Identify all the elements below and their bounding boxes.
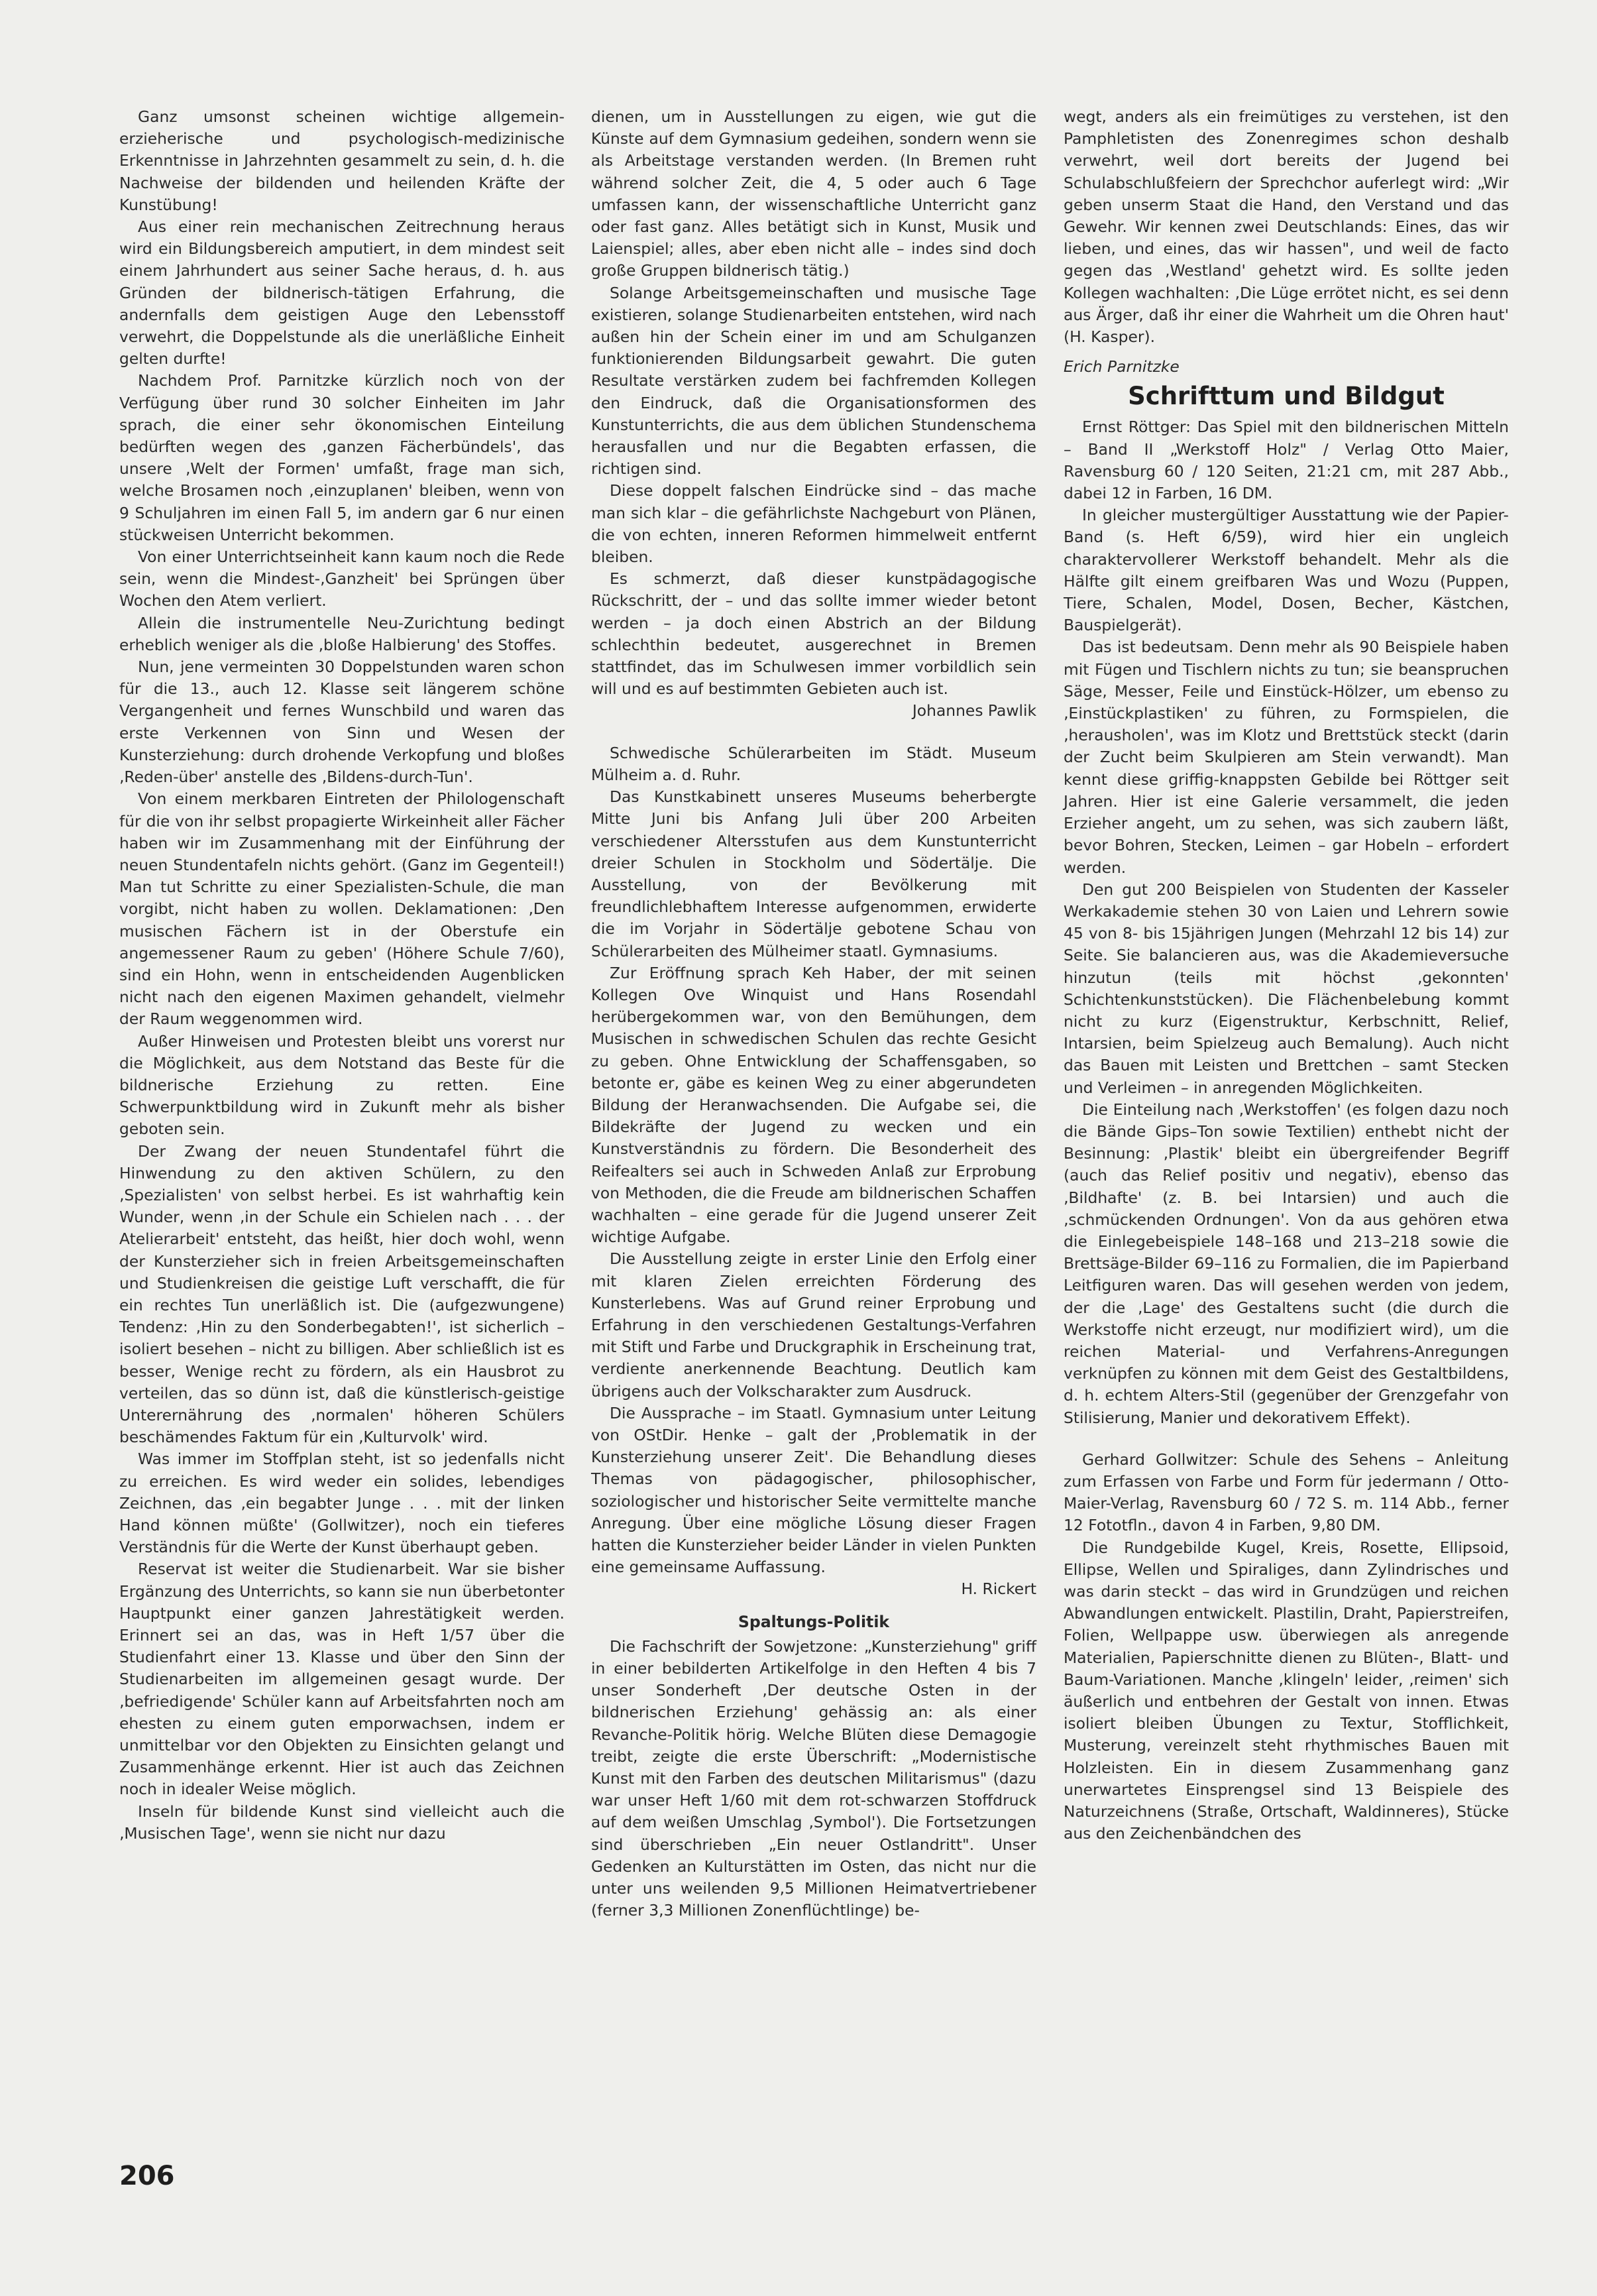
paragraph: Ganz umsonst scheinen wichtige allgemein-erzieherische und psychologisch-medizinische Erkenntnisse in Jahrzehnten gesammelt zu sein, d. h. die Nachweise der bildenden und heilenden Kräfte der Kunstübung! [119, 107, 565, 214]
author-signature: Johannes Pawlik [912, 701, 1036, 720]
paragraph: Allein die instrumentelle Neu-Zurichtung bedingt erheblich weniger als die ‚bloße Halbierung' des Stoffes. [119, 613, 565, 654]
paragraph: Das Kunstkabinett unseres Museums beherbergte Mitte Juni bis Anfang Juli über 200 Arbeiten verschiedener Altersstufen aus dem Kunstunterricht dreier Schulen in Stockholm und Södertälje. Die Ausstellung, von der Bevölkerung mit freundlichlebhaftem Interesse aufgenommen, erwiderte die im Vorjahr in Södertälje gebotene Schau von Schülerarbeiten des Mülheimer staatl. Gymnasiums. [591, 787, 1036, 960]
paragraph: Der Zwang der neuen Stundentafel führt die Hinwendung zu den aktiven Schülern, zu den ‚Spezialisten' von selbst herbei. Es ist wahrhaftig kein Wunder, wenn ‚in der Schule ein Schielen nach . . . der Atelierarbeit' entsteht, das heißt, hier doch wohl, wenn der Kunsterzieher sich in freien Arbeitsgemeinschaften und Studienkreisen die geistige Luft verschafft, die für ein rechtes Tun unerläßlich ist. Die (aufgezwungene) Tendenz: ‚Hin zu den Sonderbegabten!', ist sicherlich – isoliert besehen – nicht zu billigen. Aber schließlich ist es besser, Wenige recht zu fördern, als ein Hausbrot zu verteilen, das so dünn ist, daß die künstlerisch-geistige Unterernährung des ‚normalen' höheren Schülers beschämendes Faktum für ein ‚Kulturvolk' wird. [119, 1141, 565, 1447]
paragraph: Nun, jene vermeinten 30 Doppelstunden waren schon für die 13., auch 12. Klasse seit längerem schöne Vergangenheit und fernes Wunschbild und waren das erste Verkennen von Sinn und Wesen der Kunsterziehung: durch drohende Verkopfung und bloßes ‚Reden-über' anstelle des ‚Bildens-durch-Tun'. [119, 658, 565, 787]
book-reference: Ernst Röttger: Das Spiel mit den bildnerischen Mitteln – Band II „Werkstoff Holz" / Verlag Otto Maier, Ravensburg 60 / 120 Seiten, 21:21 cm, mit 287 Abb., dabei 12 in Farben, 16 DM. [1064, 418, 1509, 503]
paragraph: dienen, um in Ausstellungen zu eigen, wie gut die Künste auf dem Gymnasium gedeihen, sondern wenn sie als Arbeitstage verstanden werden. (In Bremen ruht während solcher Zeit, die 4, 5 oder auch 6 Tage umfassen kann, der wissenschaftliche Unterricht ganz oder fast ganz. Alles betätigt sich in Kunst, Musik und Laienspiel; alles, aber eben nicht alle – indes sind doch große Gruppen bildnerisch tätig.) [591, 107, 1036, 280]
paragraph: Von einem merkbaren Eintreten der Philologenschaft für die von ihr selbst propagierte Wirkeinheit aller Fächer haben wir im Zusammenhang mit der Einführung der neuen Stundentafeln nichts gehört. (Ganz im Gegenteil!) Man tut Schritte zu einer Spezialisten-Schule, die man vorgibt, nicht haben zu wollen. Deklamationen: ‚Den musischen Fächern ist in der Oberstufe ein angemessener Raum zu geben' (Höhere Schule 7/60), sind ein Hohn, wenn in entscheidenden Augenblicken nicht nach den eigenen Maximen gehandelt, vielmehr der Raum weggenommen wird. [119, 789, 565, 1029]
paragraph: Nachdem Prof. Parnitzke kürzlich noch von der Verfügung über rund 30 solcher Einheiten im Jahr sprach, die einer sehr ökonomischen Einteilung bedürften wegen des ‚ganzen Fächerbündels', das unsere ‚Welt der Formen' umfaßt, frage man sich, welche Brosamen noch ‚einzuplanen' bleiben, wenn von 9 Schuljahren im einen Fall 5, im andern gar 6 nur einen stückweisen Unterricht bekommen. [119, 371, 565, 544]
paragraph: Reservat ist weiter die Studienarbeit. War sie bisher Ergänzung des Unterrichts, so kann sie nun überbetonter Hauptpunkt einer ganzen Jahrestätigkeit werden. Erinnert sei an das, was in Heft 1/57 über die Studienfahrt einer 13. Klasse und über den Sinn der Studienarbeiten im allgemeinen gesagt wurde. Der ‚befriedigende' Schüler kann auf Arbeitsfahrten noch am ehesten zu einem guten emporwachsen, indem er unmittelbar vor den Objekten zu Einsichten gelangt und Zusammenhänge erkennt. Hier ist auch das Zeichnen noch in idealer Weise möglich. [119, 1560, 565, 1799]
paragraph: Die Fachschrift der Sowjetzone: „Kunsterziehung" griff in einer bebilderten Artikelfolge in den Heften 4 bis 7 unser Sonderheft ‚Der deutsche Osten in der bildnerischen Erziehung' gehässig an: als einer Revanche-Politik hörig. Welche Blüten diese Demagogie treibt, zeigte die erste Überschrift: „Modernistische Kunst mit den Farben des deutschen Militarismus" (dazu war unser Heft 1/60 mit dem rot-schwarzen Stoffdruck auf dem weißen Umschlag ‚Symbol'). Die Fortsetzungen sind überschrieben „Ein neuer Ostlandritt". Unser Gedenken an Kulturstätten im Osten, das nicht nur die unter uns weilenden 9,5 Millionen Heimatvertriebener (ferner 3,3 Millionen Zonenflüchtlinge) be- [591, 1636, 1036, 1920]
column-left [119, 106, 565, 1845]
paragraph: Das ist bedeutsam. Denn mehr als 90 Beispiele haben mit Fügen und Tischlern nichts zu tun; sie beanspruchen Säge, Messer, Feile und Einstück-Hölzer, um ebenso zu ‚Einstückplastiken' zu führen, zu Formspielen, die ‚herausholen', was im Klotz und Brettstück steckt (darin der Zucht beim Skulpieren am Stein verwandt). Man kennt diese griffig-knappsten Gebilde bei Röttger seit Jahren. Hier ist eine Galerie versammelt, die jeden Erzieher angeht, um zu sehen, was sich zaubern läßt, bevor Bohren, Stecken, Leimen – gar Hobeln – erfordert werden. [1064, 638, 1509, 877]
paragraph: Es schmerzt, daß dieser kunstpädagogische Rückschritt, der – und das sollte immer wieder betont werden – ja doch einen Abstrich an der Bildung schlechthin bedeutet, ausgerechnet in Bremen stattfindet, das im Schulwesen immer vorbildlich sein will und es auf bestimmten Gebieten auch ist. [591, 569, 1036, 699]
paragraph: Die Einteilung nach ‚Werkstoffen' (es folgen dazu noch die Bände Gips–Ton sowie Textilien) enthebt nicht der Besinnung: ‚Plastik' bleibt ein übergreifender Begriff (auch das Relief positiv und negativ), ebenso das ‚Bildhafte' (z. B. bei Intarsien) und auch die ‚schmückenden Ordnungen'. Von da aus gehören etwa die Einlegebeispiele 148–168 und 213–218 sowie die Brettsäge-Bilder 69–116 zu Formalien, die im Papierband Leitfiguren waren. Das will gesehen werden von jedem, der die ‚Lage' des Gestaltens sucht (die durch die Werkstoffe nicht erzeugt, nur modifiziert wird), um die reichen Material- und Verfahrens-Anregungen verknüpfen zu können mit dem Geist des Gestaltbildens, d. h. echtem Alters-Stil (gegenüber der Grenzgefahr von Stilisierung, Manier und dekorativem Effekt). [1064, 1100, 1509, 1427]
page-number: 206 [119, 2161, 175, 2191]
paragraph: Inseln für bildende Kunst sind vielleicht auch die ‚Musischen Tage', wenn sie nicht nur dazu [119, 1802, 565, 1843]
section-heading: Schrifttum und Bildgut [1128, 382, 1445, 411]
paragraph: Die Rundgebilde Kugel, Kreis, Rosette, Ellipsoid, Ellipse, Wellen und Spiraliges, dann Zylindrisches und was darin steckt – das wird in Grundzügen und reichen Abwandlungen entwickelt. Plastilin, Draht, Papierstreifen, Folien, Wellpappe usw. überwiegen als anregende Materialien, Papierschnitte dienen zu Blüten-, Blatt- und Baum-Variationen. Manche ‚klingeln' leider, ‚reimen' sich äußerlich und entbehren der Gestalt von innen. Etwas isoliert bleiben Übungen zu Textur, Stofflichkeit, Musterung, vereinzelt steht rhythmisches Bauen mit Holzleisten. Ein in diesem Zusammenhang ganz unerwartetes Einsprengsel sind 13 Beispiele des Naturzeichnens (Straße, Ortschaft, Waldinneres), Stücke aus den Zeichenbändchen des [1064, 1538, 1509, 1843]
author-signature: H. Rickert [961, 1579, 1036, 1599]
paragraph: Außer Hinweisen und Protesten bleibt uns vorerst nur die Möglichkeit, aus dem Notstand das Beste für die bildnerische Erziehung zu retten. Eine Schwerpunktbildung wird in Zukunft mehr als bisher geboten sein. [119, 1031, 565, 1139]
report-title: Schwedische Schülerarbeiten im Städt. Museum Mülheim a. d. Ruhr. [591, 743, 1036, 784]
book-reference: Gerhard Gollwitzer: Schule des Sehens – Anleitung zum Erfassen von Farbe und Form für jedermann / Otto-Maier-Verlag, Ravensburg 60 / 72 S. m. 114 Abb., ferner 12 Fototfln., davon 4 in Farben, 9,80 DM. [1064, 1450, 1509, 1535]
paragraph: Solange Arbeitsgemeinschaften und musische Tage existieren, solange Studienarbeiten entstehen, wird nach außen hin der Schein einer im und am Schulganzen funktionierenden Bildungsarbeit gewahrt. Die guten Resultate verstärken zudem bei fachfremden Kollegen den Eindruck, daß die Organisationsformen des Kunstunterrichts, die aus dem üblichen Stundenschema herausfallen und nur die Begabten erfassen, die richtigen sind. [591, 283, 1036, 479]
paragraph: Von einer Unterrichtseinheit kann kaum noch die Rede sein, wenn die Mindest-‚Ganzheit' bei Sprüngen über Wochen den Atem verliert. [119, 547, 565, 610]
paragraph: Diese doppelt falschen Eindrücke sind – das mache man sich klar – die gefährlichste Nachgeburt von Plänen, die von echten, inneren Reformen himmelweit entfernt bleiben. [591, 481, 1036, 567]
author-signature: Erich Parnitzke [1064, 357, 1180, 376]
paragraph: Die Ausstellung zeigte in erster Linie den Erfolg einer mit klaren Zielen erreichten Förderung des Kunsterlebens. Was auf Grund reiner Erprobung und Erfahrung in den verschiedenen Gestaltungs-Verfahren mit Stift und Farbe und Druckgraphik in Erscheinung trat, verdiente anerkennende Beachtung. Deutlich kam übrigens auch der Volkscharakter zum Ausdruck. [591, 1249, 1036, 1401]
paragraph: Was immer im Stoffplan steht, ist so jedenfalls nicht zu erreichen. Es wird weder ein solides, lebendiges Zeichnen, das ‚ein begabter Junge . . . mit der linken Hand können müßte' (Gollwitzer), noch ein tieferes Verständnis für die Werte der Kunst überhaupt geben. [119, 1450, 565, 1557]
column-right [1064, 106, 1509, 1845]
paragraph: Zur Eröffnung sprach Keh Haber, der mit seinen Kollegen Ove Winquist und Hans Rosendahl herübergekommen war, von den Bemühungen, dem Musischen in schwedischen Schulen das rechte Gesicht zu geben. Ohne Entwicklung der Schaffensgaben, so betonte er, gäbe es keinen Weg zu einer abgerundeten Bildung der Heranwachsenden. Die Aufgabe sei, die Bildekräfte der Jugend zu wecken und ein Kunstverständnis zu fördern. Die Besonderheit des Reifealters sei auch in Schweden Anlaß zur Erprobung von Methoden, die die Freude am bildnerischen Schaffen wachhalten – eine gerade für die Jugend unserer Zeit wichtige Aufgabe. [591, 963, 1036, 1247]
section-heading: Spaltungs-Politik [738, 1612, 890, 1631]
paragraph: wegt, anders als ein freimütiges zu verstehen, ist den Pamphletisten des Zonenregimes schon deshalb verwehrt, weil dort bereits der Jugend bei Schulabschlußfeiern der Sprechchor auferlegt wird: „Wir geben unserm Staat die Hand, den Verstand und das Gewehr. Wir kennen zwei Deutschlands: Eines, das wir lieben, und eines, das wir hassen", und weil de facto gegen das ‚Westland' gehetzt wird. Es sollte jeden Kollegen wachhalten: ‚Die Lüge errötet nicht, es sei denn aus Ärger, daß ihr einer die Wahrheit um die Ohren haut' (H. Kasper). [1064, 107, 1509, 347]
paragraph: Die Aussprache – im Staatl. Gymnasium unter Leitung von OStDir. Henke – galt der ‚Problematik in der Kunsterziehung unserer Zeit'. Die Behandlung dieses Themas von pädagogischer, philosophischer, soziologischer und historischer Seite vermittelte manche Anregung. Über eine mögliche Lösung dieser Fragen hatten die Kunsterzieher beider Länder in vielen Punkten eine gemeinsame Auffassung. [591, 1403, 1036, 1577]
paragraph: Den gut 200 Beispielen von Studenten der Kasseler Werkakademie stehen 30 von Laien und Lehrern sowie 45 von 8- bis 15jährigen Jungen (Mehrzahl 12 bis 14) zur Seite. Sie balancieren aus, was die Akademieversuche hinzutun (teils mit höchst ‚gekonnten' Schichtenkunststücken). Die Flächenbelebung kommt nicht zu kurz (Eigenstruktur, Kerbschnitt, Relief, Intarsien, beim Spielzeug auch Bemalung). Auch nicht das Bauen mit Leisten und Brettchen – samt Stecken und Verleimen – in anregenden Möglichkeiten. [1064, 880, 1509, 1097]
paragraph: In gleicher mustergültiger Ausstattung wie der Papier-Band (s. Heft 6/59), wird hier ein ungleich charaktervollerer Werkstoff behandelt. Mehr als die Hälfte gilt einem greifbaren Was und Wozu (Puppen, Tiere, Schalen, Model, Dosen, Becher, Kästchen, Bauspielgerät). [1064, 506, 1509, 635]
paragraph: Aus einer rein mechanischen Zeitrechnung heraus wird ein Bildungsbereich amputiert, in dem mindest seit einem Jahrhundert aus seiner Sache heraus, d. h. aus Gründen der bildnerisch-tätigen Erfahrung, die andernfalls dem geistigen Auge den Lebensstoff verwehrt, die Doppelstunde als die unerläßliche Einheit gelten durfte! [119, 217, 565, 369]
column-middle [591, 106, 1036, 1922]
